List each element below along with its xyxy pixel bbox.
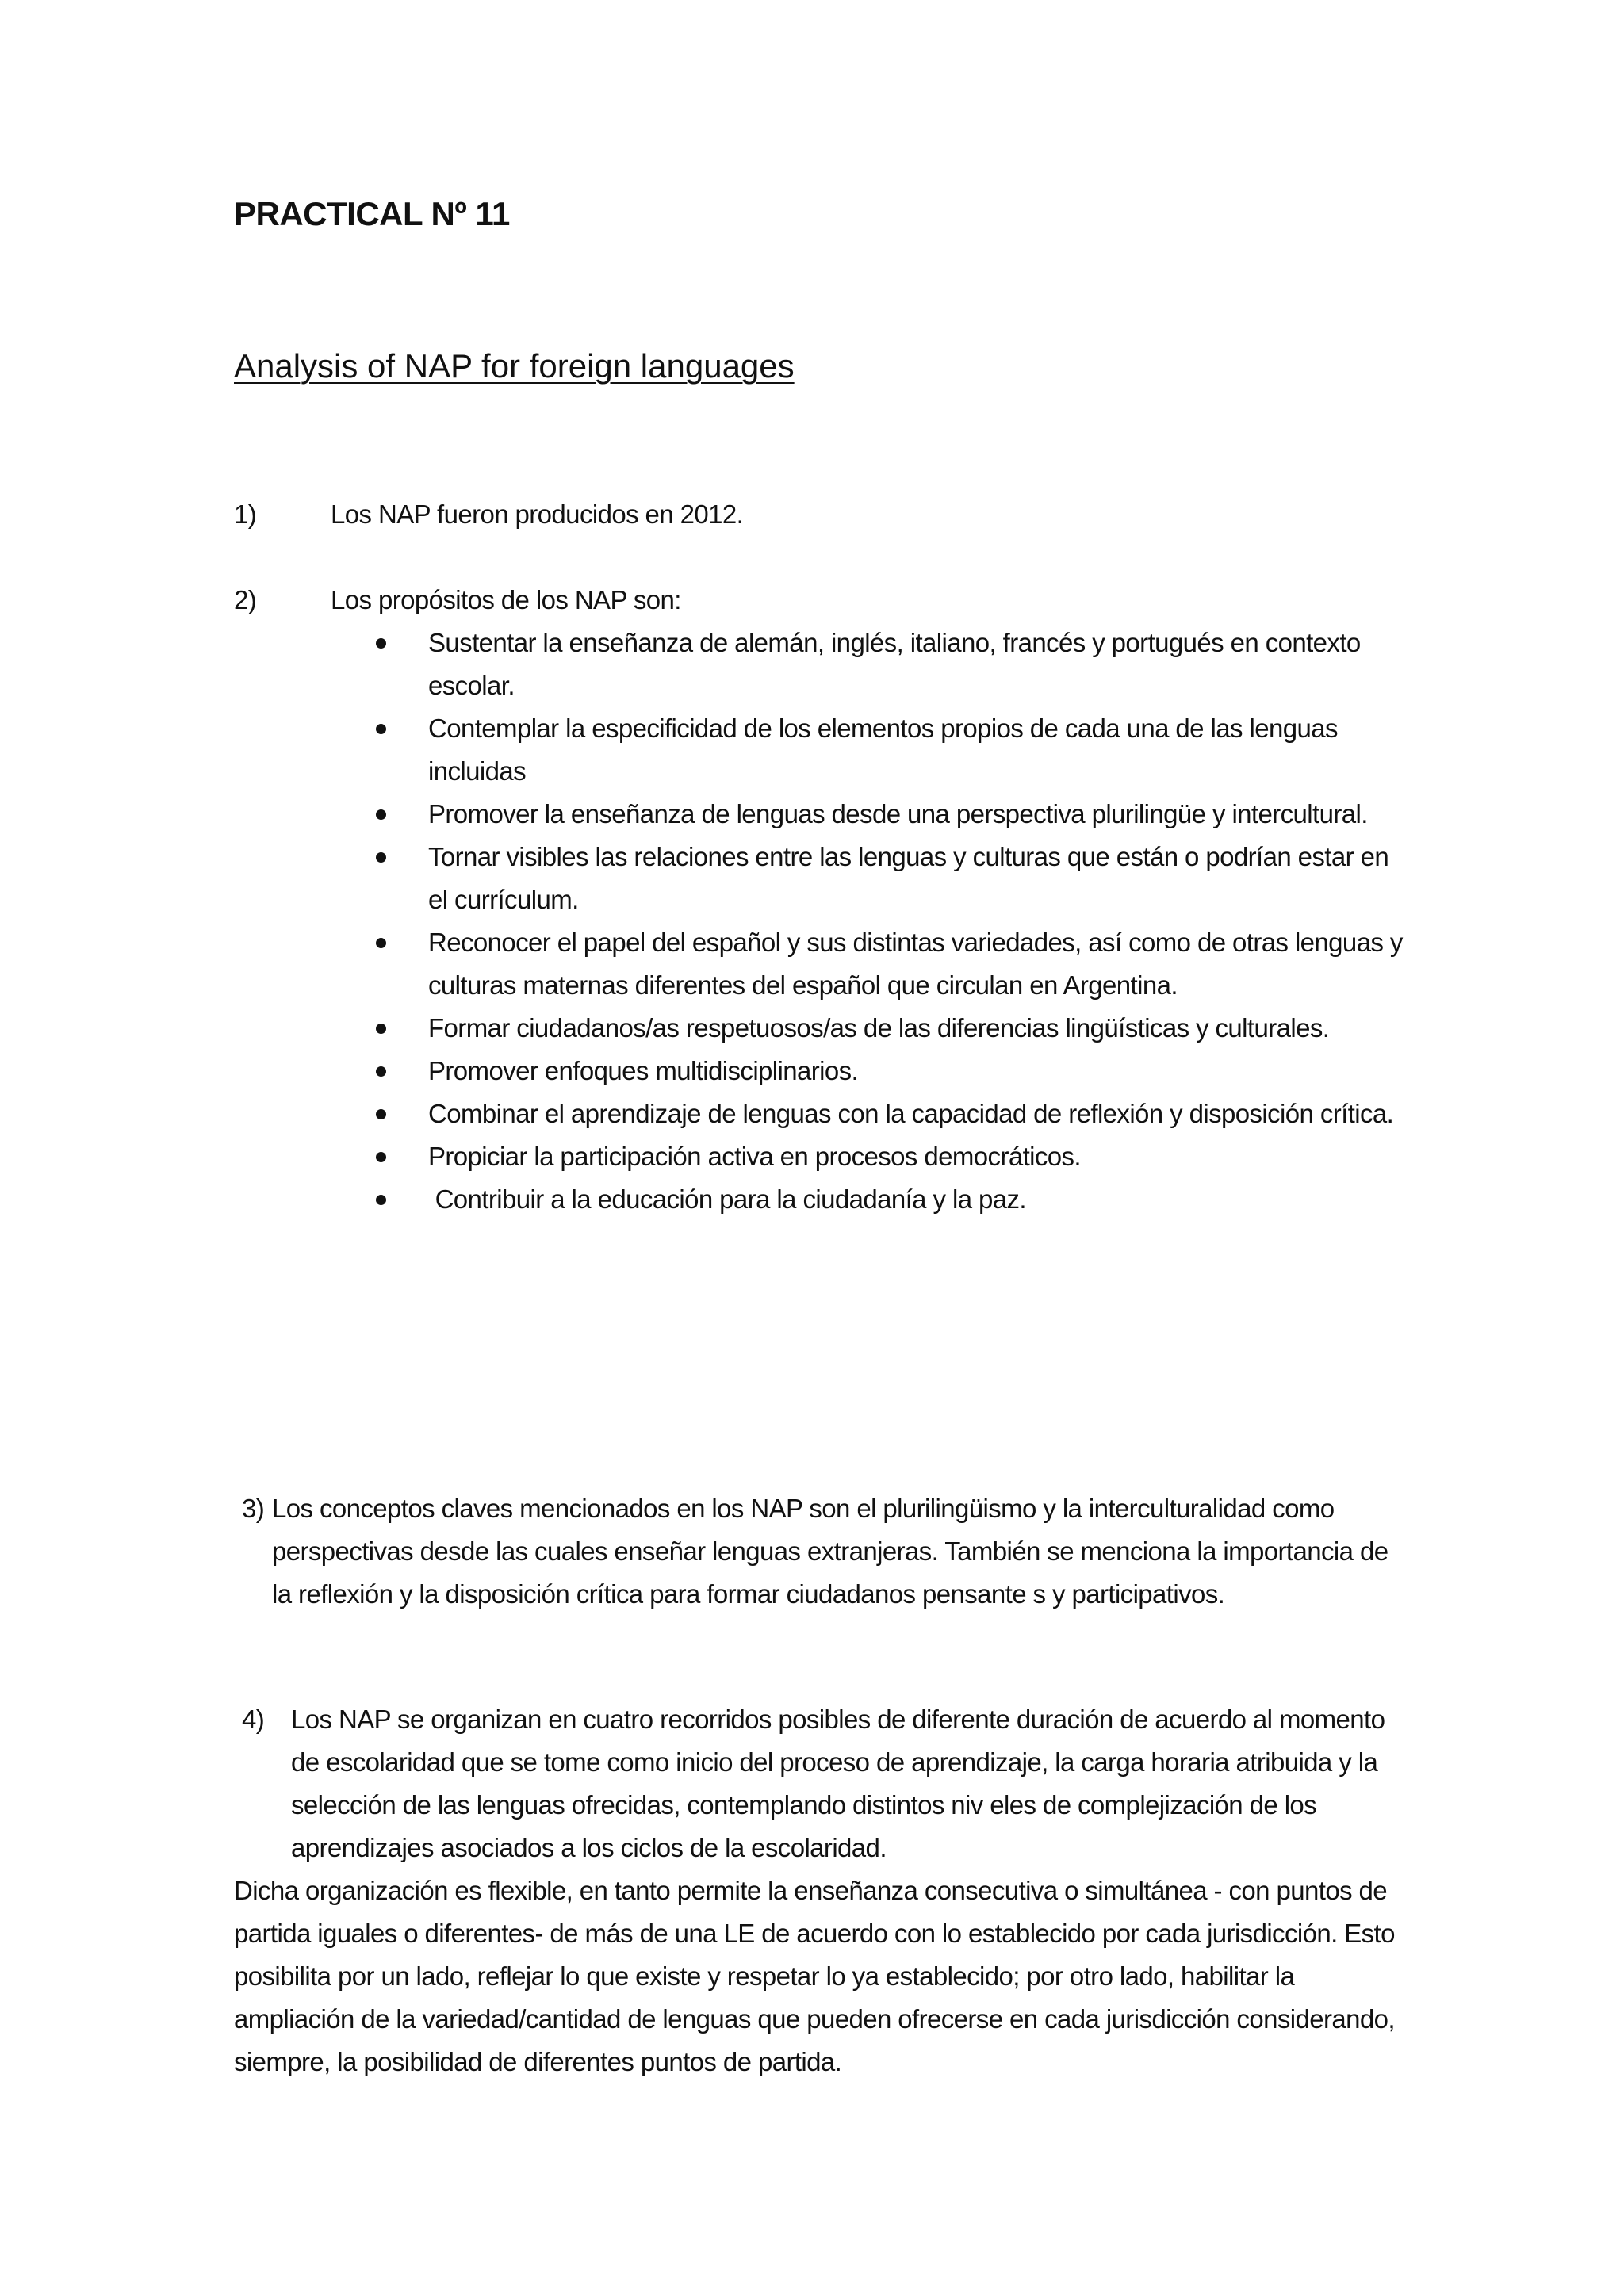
bullet-icon bbox=[376, 1109, 386, 1119]
list-item-text: Contemplar la especificidad de los elementos propios de cada una de las lenguas incluidas bbox=[428, 714, 1338, 786]
list-item-text: Promover la enseñanza de lenguas desde una perspectiva plurilingüe y intercultural. bbox=[428, 799, 1368, 828]
bullet-icon bbox=[376, 1195, 386, 1205]
list-item bbox=[428, 1093, 1411, 1135]
item-2-text: Los propósitos de los NAP son: bbox=[331, 585, 681, 614]
list-item bbox=[428, 1135, 1411, 1178]
item-1-text: Los NAP fueron producidos en 2012. bbox=[331, 499, 744, 529]
bullet-icon bbox=[376, 938, 386, 948]
list-item-text: Propiciar la participación activa en procesos democráticos. bbox=[428, 1142, 1082, 1171]
list-item bbox=[428, 707, 1411, 793]
document-title: PRACTICAL Nº 11 bbox=[234, 195, 510, 232]
item-2-number: 2) bbox=[234, 585, 257, 614]
list-item bbox=[428, 1007, 1411, 1050]
document-subtitle: Analysis of NAP for foreign languages bbox=[234, 347, 795, 385]
list-item-text: Contribuir a la educación para la ciudadanía y la paz. bbox=[428, 1184, 1026, 1214]
list-item bbox=[428, 836, 1411, 921]
bullet-icon bbox=[376, 1066, 386, 1077]
list-item bbox=[428, 622, 1411, 707]
list-item-text: Combinar el aprendizaje de lenguas con la capacidad de reflexión y disposición crítica. bbox=[428, 1099, 1394, 1128]
list-item-text: Formar ciudadanos/as respetuosos/as de las diferencias lingüísticas y culturales. bbox=[428, 1013, 1330, 1043]
item-3-number: 3) bbox=[242, 1494, 265, 1523]
item-4-text: Los NAP se organizan en cuatro recorridos posibles de diferente duración de acuerdo al momento de escolaridad que se tome como inicio del proceso de aprendizaje, la carga horaria atribuida y la selección de las lenguas ofrecidas, contemplando distintos niv eles de complejización de los aprendizajes asociados a los ciclos de la escolaridad. bbox=[291, 1705, 1385, 1862]
bullet-icon bbox=[376, 638, 386, 649]
list-item-text: Reconocer el papel del español y sus distintas variedades, así como de otras lenguas y culturas maternas diferentes del español que circulan en Argentina. bbox=[428, 928, 1403, 1000]
list-item-text: Tornar visibles las relaciones entre las lenguas y culturas que están o podrían estar en el currículum. bbox=[428, 842, 1389, 914]
bullet-icon bbox=[376, 724, 386, 734]
bullet-icon bbox=[376, 1024, 386, 1034]
bullet-icon bbox=[376, 1152, 386, 1162]
purposes-list bbox=[428, 622, 1411, 1221]
list-item-text: Promover enfoques multidisciplinarios. bbox=[428, 1056, 859, 1085]
bullet-icon bbox=[376, 809, 386, 820]
bullet-icon bbox=[376, 852, 386, 863]
list-item bbox=[428, 1178, 1411, 1221]
item-4-number: 4) bbox=[242, 1705, 265, 1734]
list-item bbox=[428, 921, 1411, 1007]
closing-paragraph: Dicha organización es flexible, en tanto permite la enseñanza consecutiva o simultánea - con puntos de partida iguales o diferentes- de más de una LE de acuerdo con lo establecido por cada jurisdicción. Esto posibilita por un lado, reflejar lo que existe y respetar lo ya establecido; por otro lado, habilitar la ampliación de la variedad/cantidad de lenguas que pueden ofrecerse en cada jurisdicción considerando, siempre, la posibilidad de diferentes puntos de partida. bbox=[234, 1876, 1395, 2076]
item-3-text: Los conceptos claves mencionados en los NAP son el plurilingüismo y la interculturalidad como perspectivas desde las cuales enseñar lenguas extranjeras. También se menciona la importancia de la reflexión y la disposición crítica para formar ciudadanos pensante s y participativos. bbox=[272, 1494, 1388, 1609]
list-item-text: Sustentar la enseñanza de alemán, inglés, italiano, francés y portugués en contexto escolar. bbox=[428, 628, 1361, 700]
item-1-number: 1) bbox=[234, 499, 257, 529]
list-item bbox=[428, 793, 1411, 836]
list-item bbox=[428, 1050, 1411, 1093]
